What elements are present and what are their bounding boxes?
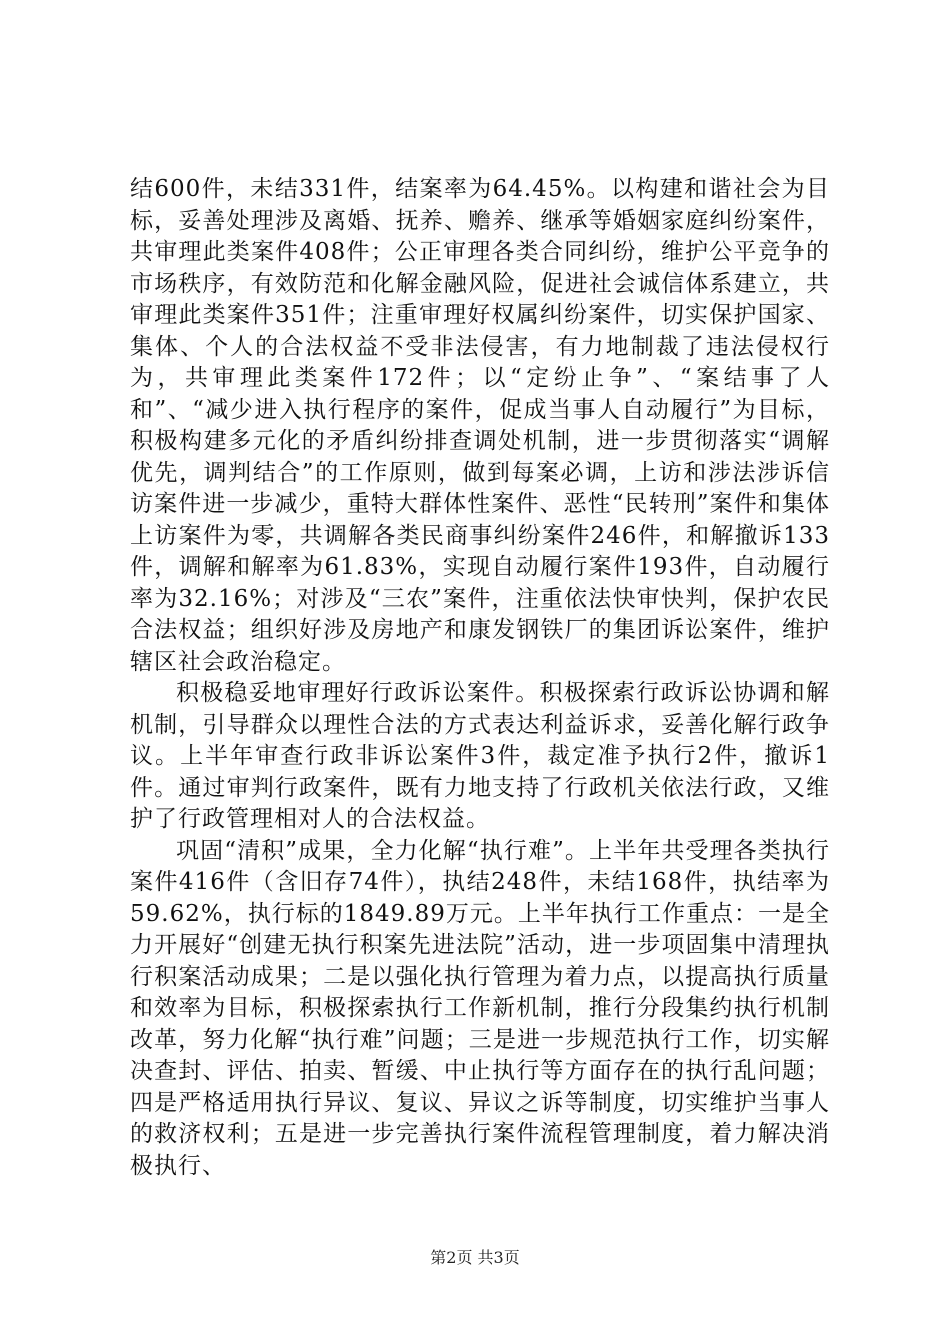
- paragraph-administrative-cases: 积极稳妥地审理好行政诉讼案件。积极探索行政诉讼协调和解机制，引导群众以理性合法的方式表达利益诉求，妥善化解行政争议。上半年审查行政非诉讼案件3件，裁定准予执行2件，撤诉1件。通过审判行政案件，既有力地支持了行政机关依法行政，又维护了行政管理相对人的合法权益。: [130, 680, 830, 832]
- paragraph-civil-cases: 结600件，未结331件，结案率为64.45%。以构建和谐社会为目标，妥善处理涉及离婚、抚养、赡养、继承等婚姻家庭纠纷案件，共审理此类案件408件；公正审理各类合同纠纷，维护公平竞争的市场秩序，有效防范和化解金融风险，促进社会诚信体系建立，共审理此类案件351件；注重审理好权属纠纷案件，切实保护国家、集体、个人的合法权益不受非法侵害，有力地制裁了违法侵权行为，共审理此类案件172件；以“定纷止争”、“案结事了人和”、“减少进入执行程序的案件，促成当事人自动履行”为目标，积极构建多元化的矛盾纠纷排查调处机制，进一步贯彻落实“调解优先，调判结合”的工作原则，做到每案必调，上访和涉法涉诉信访案件进一步减少，重特大群体性案件、恶性“民转刑”案件和集体上访案件为零，共调解各类民商事纠纷案件246件，和解撤诉133件，调解和解率为61.83%，实现自动履行案件193件，自动履行率为32.16%；对涉及“三农”案件，注重依法快审快判，保护农民合法权益；组织好涉及房地产和康发钢铁厂的集团诉讼案件，维护辖区社会政治稳定。: [130, 176, 830, 675]
- page-footer: [0, 1245, 950, 1268]
- document-body: [130, 174, 830, 1182]
- page-number-label: 第2页 共3页: [430, 1248, 520, 1267]
- paragraph-enforcement-cases: 巩固“清积”成果，全力化解“执行难”。上半年共受理各类执行案件416件（含旧存74件），执结248件，未结168件，执结率为59.62%，执行标的1849.89万元。上半年执行工作重点：一是全力开展好“创建无执行积案先进法院”活动，进一步项固集中清理执行积案活动成果；二是以强化执行管理为着力点，以提高执行质量和效率为目标，积极探索执行工作新机制，推行分段集约执行机制改革，努力化解“执行难”问题；三是进一步规范执行工作，切实解决查封、评估、拍卖、暂缓、中止执行等方面存在的执行乱问题；四是严格适用执行异议、复议、异议之诉等制度，切实维护当事人的救济权利；五是进一步完善执行案件流程管理制度，着力解决消极执行、: [130, 837, 830, 1179]
